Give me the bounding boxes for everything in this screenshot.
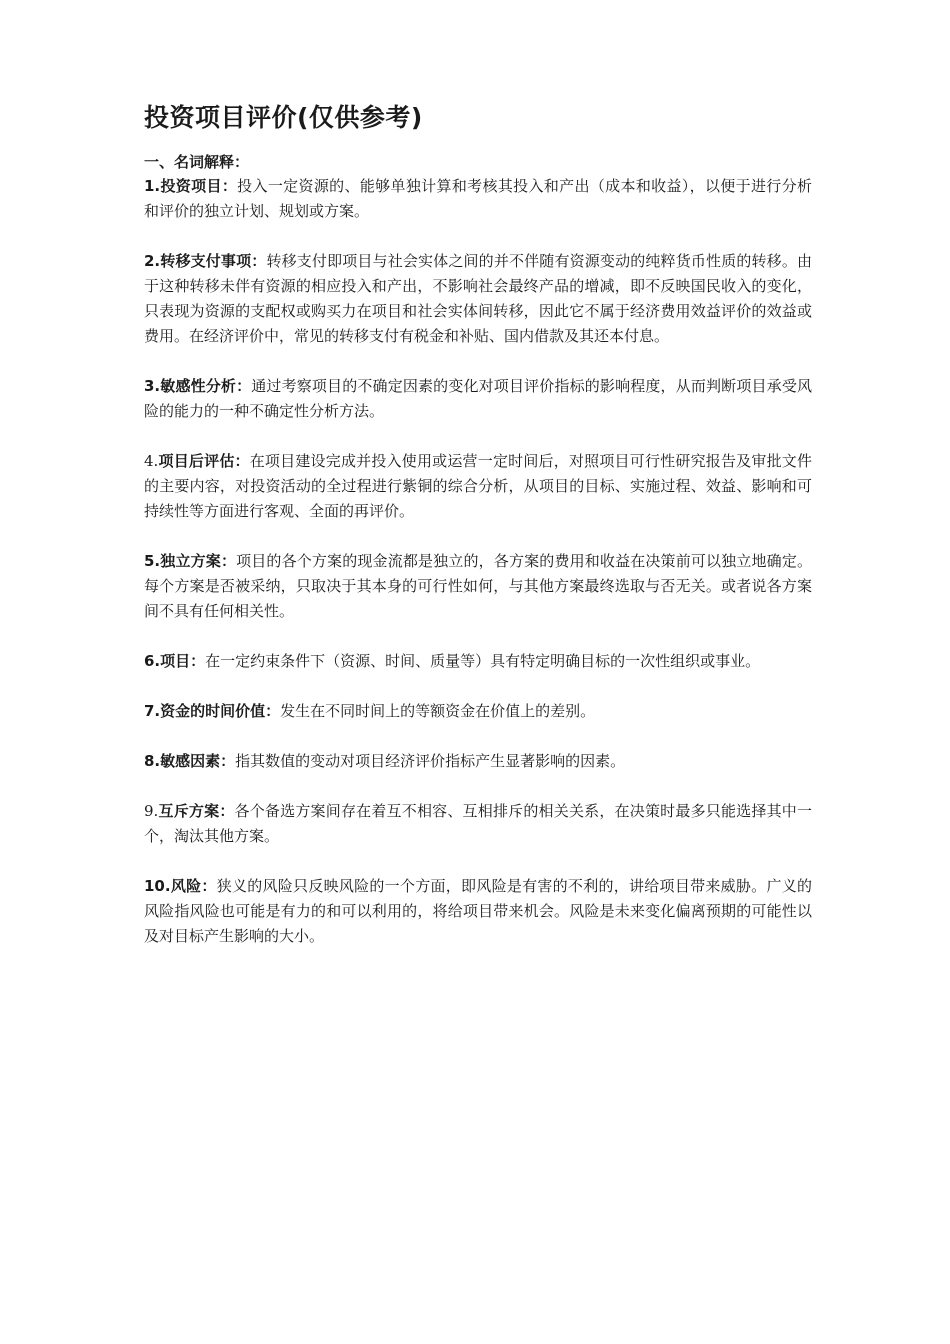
entry-term: 转移支付事项 [160, 252, 252, 270]
entry-number: 10. [144, 877, 171, 895]
entry-separator: ： [265, 702, 281, 720]
definition-entry-1 [144, 174, 812, 224]
entry-definition: 指其数值的变动对项目经济评价指标产生显著影响的因素。 [235, 752, 626, 770]
entry-separator: ： [219, 802, 235, 820]
entry-definition: 各个备选方案间存在着互不相容、互相排斥的相关关系，在决策时最多只能选择其中一个，淘汰其他方案。 [144, 802, 812, 845]
entry-term: 资金的时间价值 [160, 702, 266, 720]
entry-term: 互斥方案 [158, 802, 220, 820]
entry-definition: 转移支付即项目与社会实体之间的并不伴随有资源变动的纯粹货币性质的转移。由于这种转移未伴有资源的相应投入和产出，不影响社会最终产品的增减，即不反映国民收入的变化，只表现为资源的支配权或购买力在项目和社会实体间转移，因此它不属于经济费用效益评价的效益或费用。在经济评价中，常见的转移支付有税金和补贴、国内借款及其还本付息。 [144, 252, 812, 345]
definition-entry-10 [144, 874, 812, 949]
entry-number: 5. [144, 552, 161, 570]
definition-entry-5 [144, 549, 812, 624]
entry-term: 敏感因素 [160, 752, 221, 770]
entry-number: 3. [144, 377, 161, 395]
definition-entry-8 [144, 749, 812, 774]
entry-term: 项目 [160, 652, 191, 670]
entry-separator: ： [220, 752, 236, 770]
entry-separator: ： [221, 177, 238, 195]
entry-separator: ： [201, 877, 217, 895]
entry-separator: ： [236, 377, 252, 395]
entry-separator: ： [220, 552, 237, 570]
entry-term: 投资项目 [160, 177, 222, 195]
entry-term: 风险 [170, 877, 202, 895]
page-title: 投资项目评价(仅供参考) [144, 103, 423, 132]
entry-number: 7. [144, 702, 161, 720]
entry-term: 项目后评估 [158, 452, 235, 470]
entry-definition: 在一定约束条件下（资源、时间、质量等）具有特定明确目标的一次性组织或事业。 [205, 652, 761, 670]
entry-number: 9. [144, 802, 159, 820]
entry-separator: ： [234, 452, 250, 470]
entry-number: 6. [144, 652, 161, 670]
entry-separator: ： [251, 252, 267, 270]
entry-separator: ： [190, 652, 206, 670]
definition-entry-9 [144, 799, 812, 849]
entry-definition: 投入一定资源的、能够单独计算和考核其投入和产出（成本和收益），以便于进行分析和评价的独立计划、规划或方案。 [144, 177, 812, 220]
entry-term: 敏感性分析 [160, 377, 237, 395]
document-page [144, 100, 812, 974]
definition-entry-6 [144, 649, 812, 674]
definition-entry-2 [144, 249, 812, 349]
section-heading: 一、名词解释： [144, 153, 250, 171]
entry-number: 2. [144, 252, 161, 270]
entry-number: 1. [144, 177, 161, 195]
entry-number: 4. [144, 452, 159, 470]
entry-definition: 在项目建设完成并投入使用或运营一定时间后，对照项目可行性研究报告及审批文件的主要内容，对投资活动的全过程进行紫铜的综合分析，从项目的目标、实施过程、效益、影响和可持续性等方面进行客观、全面的再评价。 [144, 452, 812, 520]
entry-definition: 发生在不同时间上的等额资金在价值上的差别。 [280, 702, 596, 720]
entry-definition: 狭义的风险只反映风险的一个方面，即风险是有害的不利的，讲给项目带来威胁。广义的风险指风险也可能是有力的和可以利用的，将给项目带来机会。风险是未来变化偏离预期的可能性以及对目标产生影响的大小。 [144, 877, 812, 945]
entry-number: 8. [144, 752, 161, 770]
entry-definition: 项目的各个方案的现金流都是独立的，各方案的费用和收益在决策前可以独立地确定。每个方案是否被采纳，只取决于其本身的可行性如何，与其他方案最终选取与否无关。或者说各方案间不具有任何相关性。 [144, 552, 812, 620]
definition-entry-4 [144, 449, 812, 524]
definition-entry-7 [144, 699, 812, 724]
entry-definition: 通过考察项目的不确定因素的变化对项目评价指标的影响程度，从而判断项目承受风险的能力的一种不确定性分析方法。 [144, 377, 812, 420]
definition-entry-3 [144, 374, 812, 424]
entry-term: 独立方案 [160, 552, 221, 570]
